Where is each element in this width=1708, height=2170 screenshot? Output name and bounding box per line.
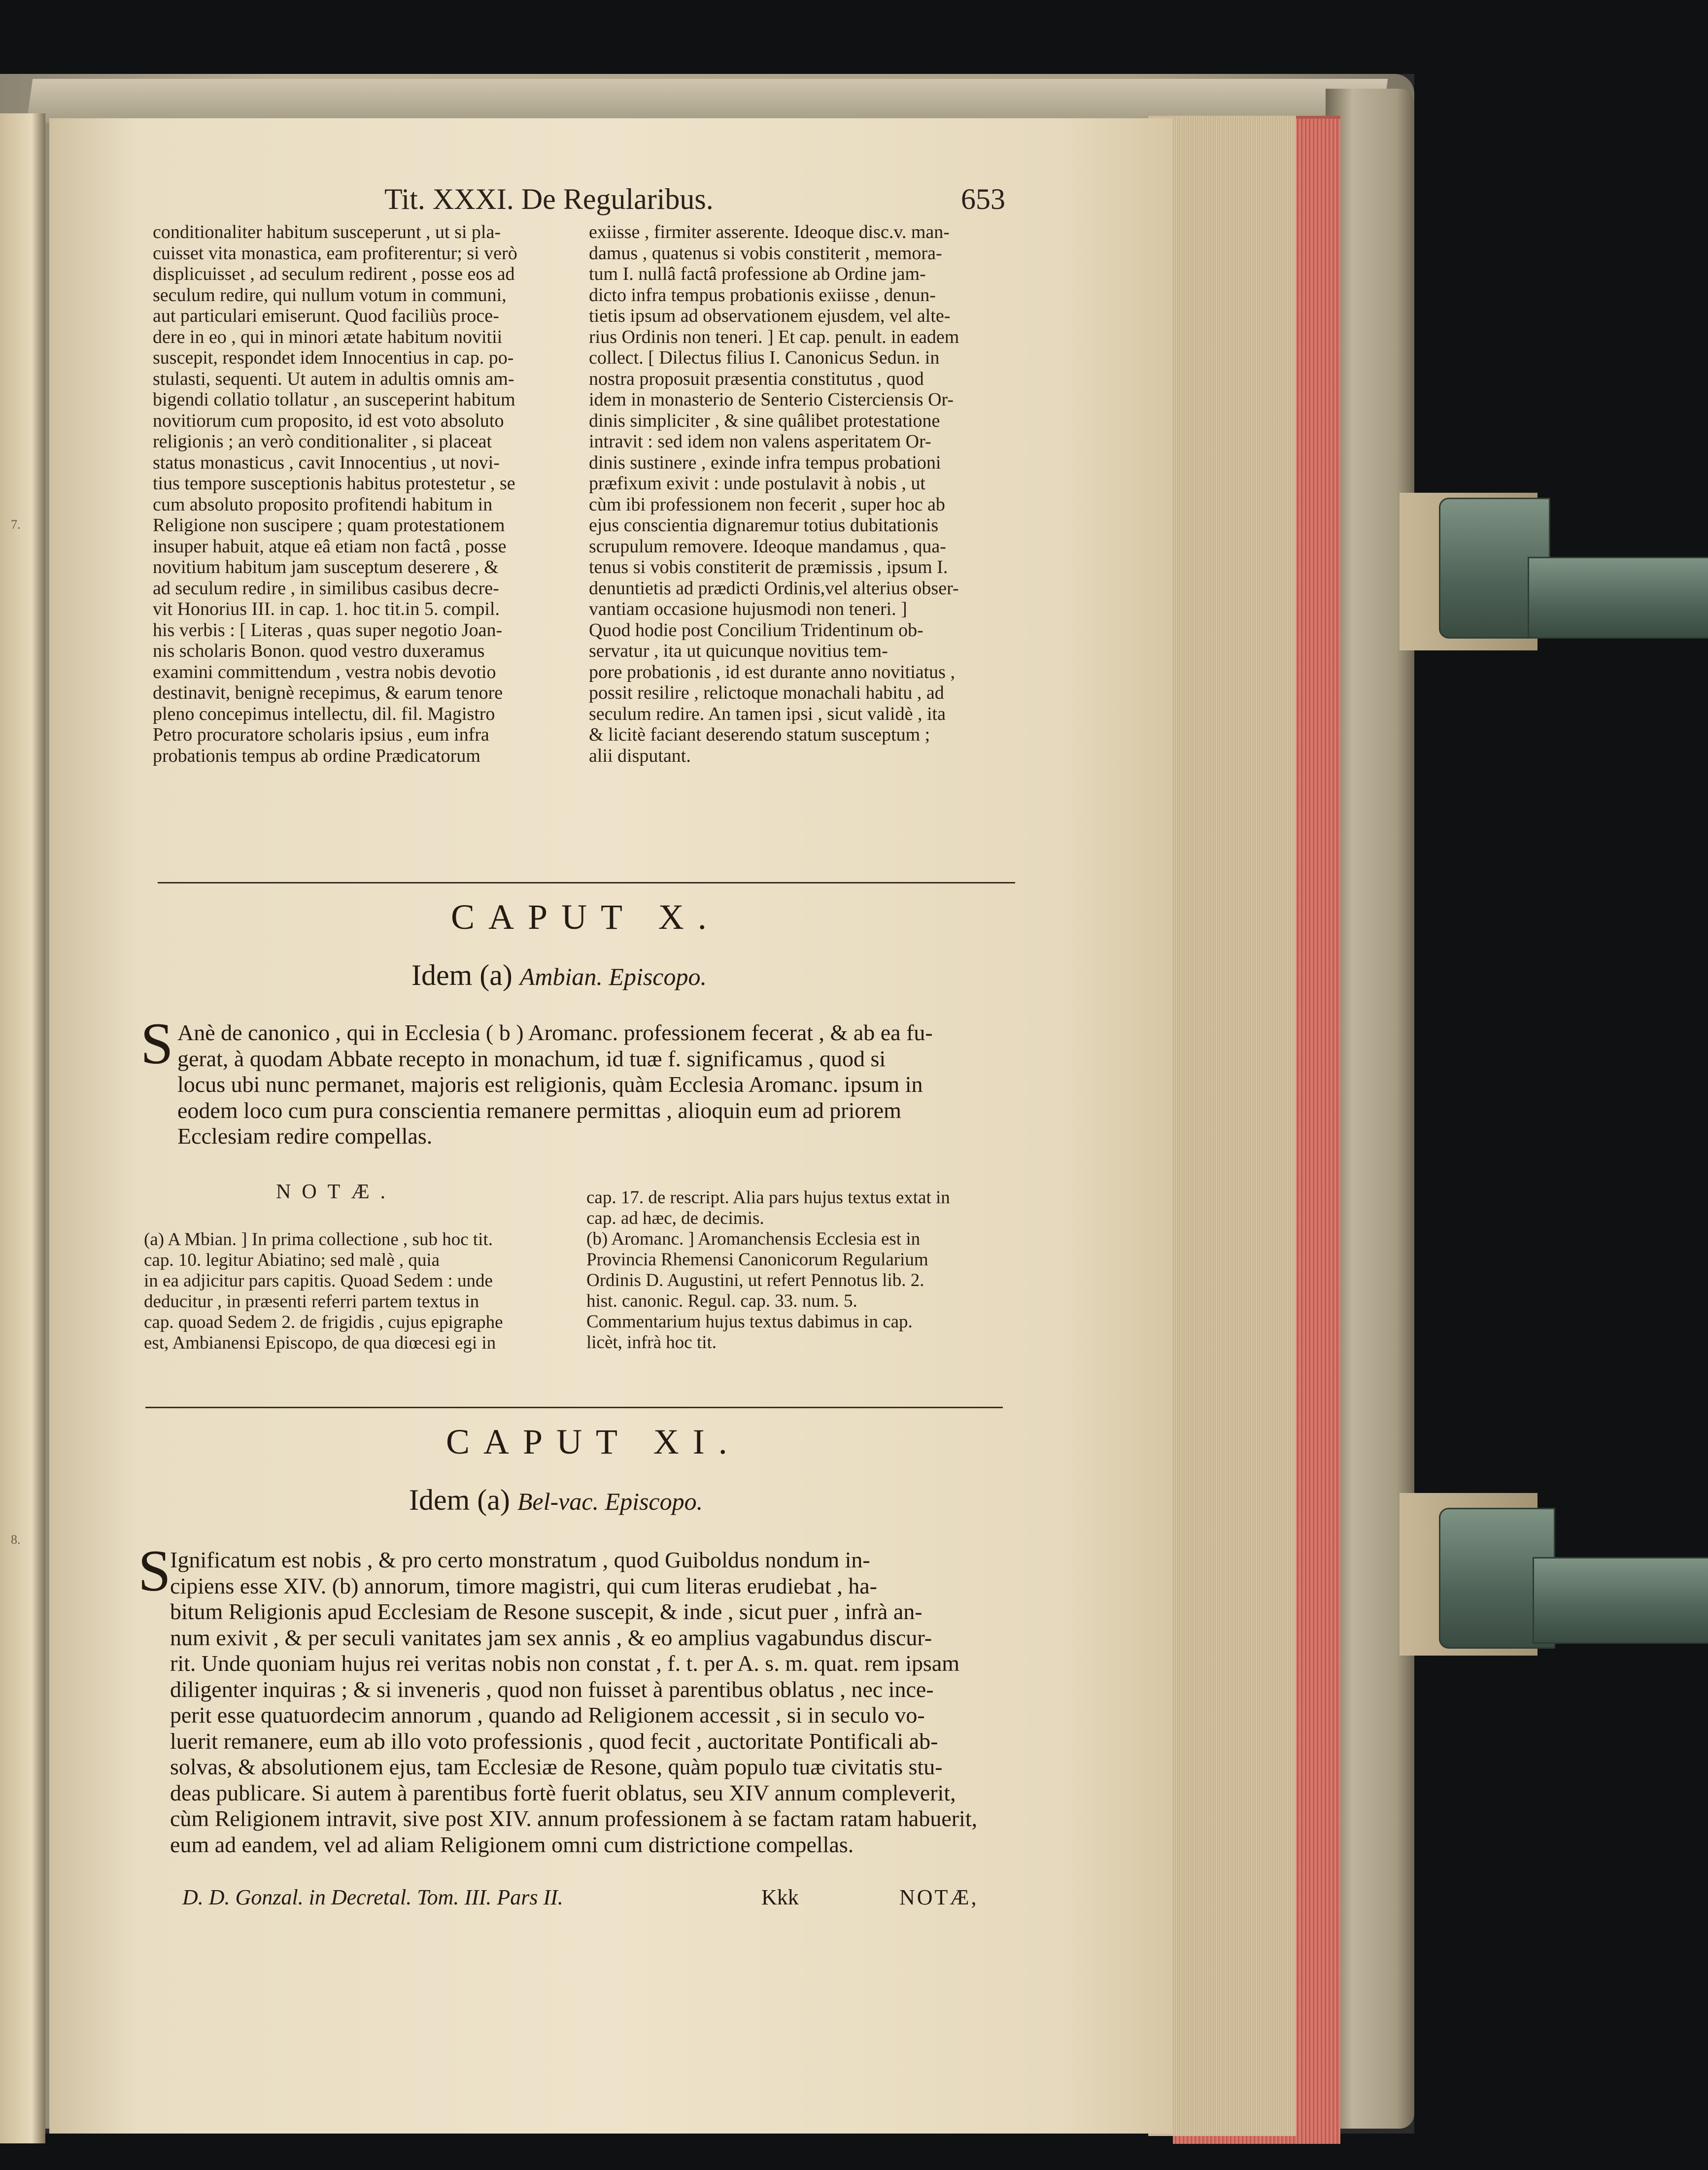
- text-line: pore probationis , id est durante anno novitiatus ,: [589, 661, 955, 682]
- text-line: cuisset vita monastica, eam profiterentur; si verò: [153, 242, 517, 264]
- text-line: eodem loco cum pura conscientia remanere permittas , alioquin eum ad priorem: [177, 1097, 901, 1123]
- section-rule: [145, 1407, 1003, 1408]
- text-line: Ordinis D. Augustini, ut refert Pennotus lib. 2.: [586, 1270, 924, 1290]
- text-line: exiisse , firmiter asserente. Ideoque disc.v. man-: [589, 222, 950, 242]
- text-line: nostra proposuit præsentia constitutus , quod: [589, 368, 924, 389]
- text-line: probationis tempus ab ordine Prædicatorum: [153, 745, 480, 766]
- text-line: Quod hodie post Concilium Tridentinum ob-: [589, 619, 923, 641]
- caput-x-notes-right: [586, 1187, 950, 1353]
- text-line: gerat, à quodam Abbate recepto in monachum, id tuæ f. significamus , quod si: [177, 1046, 886, 1071]
- text-line: vantiam occasione hujusmodi non teneri. ]: [589, 599, 907, 619]
- caput-x-text: [177, 1020, 933, 1150]
- text-line: cap. 10. legitur Abiatino; sed malè , quia: [144, 1250, 440, 1270]
- text-line: (b) Aromanc. ] Aromanchensis Ecclesia est in: [586, 1229, 921, 1249]
- folio-number: 653: [961, 183, 1005, 215]
- text-line: diligenter inquiras ; & si inveneris , quod non fuisset à parentibus oblatus , nec ince-: [170, 1676, 934, 1702]
- text-line: cùm ibi professionem non fecerit , super hoc ab: [589, 494, 945, 515]
- text-line: servatur , ita ut quicunque novitius tem-: [589, 641, 888, 661]
- text-line: deducitur , in præsenti referri partem textus in: [144, 1291, 479, 1312]
- text-line: denuntietis ad prædicti Ordinis,vel alterius obser-: [589, 577, 959, 599]
- text-line: tietis ipsum ad observationem ejusdem, vel alte-: [589, 305, 951, 326]
- text-line: ad seculum redire , in similibus casibus decre-: [153, 577, 499, 599]
- text-line: solvas, & absolutionem ejus, tam Ecclesiæ de Resone, quàm populo tuæ civitatis stu-: [170, 1754, 943, 1779]
- text-line: perit esse quatuordecim annorum , quando ad Religionem accessit , si in seculo vo-: [170, 1702, 925, 1728]
- signature-mark: Kkk: [761, 1885, 799, 1909]
- text-line: collect. [ Dilectus filius I. Canonicus Sedun. in: [589, 347, 940, 368]
- text-line: Petro procuratore scholaris ipsius , eum infra: [153, 724, 489, 745]
- text-line: stulasti, sequenti. Ut autem in adultis omnis am-: [153, 368, 514, 389]
- text-line: religionis ; an verò conditionaliter , si placeat: [153, 431, 492, 452]
- caput-x-subtitle: [411, 958, 707, 992]
- caput-x-dropcap: S: [140, 1011, 173, 1076]
- left-margin-mark: 7.: [11, 517, 21, 532]
- text-line: Commentarium hujus textus dabimus in cap.: [586, 1312, 913, 1332]
- clasp-strap-lower: [1533, 1557, 1708, 1644]
- text-line: conditionaliter habitum susceperunt , ut si pla-: [153, 222, 501, 242]
- text-line: displicuisset , ad seculum redirent , posse eos ad: [153, 264, 515, 284]
- text-line: rius Ordinis non teneri. ] Et cap. penult. in eadem: [589, 326, 959, 347]
- footer-citation: [182, 1885, 563, 1910]
- text-line: Anè de canonico , qui in Ecclesia ( b ) Aromanc. professionem fecerat , & ab ea fu-: [177, 1020, 933, 1045]
- text-line: tius tempore susceptionis habitus protestetur , se: [153, 473, 515, 494]
- text-line: dere in eo , qui in minori ætate habitum novitii: [153, 326, 503, 347]
- footer-left: D. D. Gonzal. in Decretal. Tom. III. Pars II.: [182, 1885, 563, 1909]
- text-line: examini committendum , vestra nobis devotio: [153, 661, 496, 682]
- catchword: NOTÆ,: [899, 1885, 979, 1909]
- text-line: cap. ad hæc, de decimis.: [586, 1208, 764, 1228]
- caput-xi-text: [170, 1547, 977, 1858]
- text-line: Provincia Rhemensi Canonicorum Regularium: [586, 1250, 928, 1270]
- text-line: suscepit, respondet idem Innocentius in cap. po-: [153, 347, 514, 368]
- text-line: Religione non suscipere ; quam protestationem: [153, 515, 505, 536]
- text-line: (a) A Mbian. ] In prima collectione , sub hoc tit.: [144, 1229, 493, 1250]
- text-line: & licitè faciant deserendo statum susceptum ;: [589, 724, 930, 745]
- text-line: dicto infra tempus probationis exiisse , denun-: [589, 284, 936, 305]
- text-line: præfixum exivit : unde postulavit à nobis , ut: [589, 473, 925, 494]
- text-line: luerit remanere, eum ab illo voto professionis , quod fecit , auctoritate Pontificali ab-: [170, 1728, 938, 1754]
- text-line: cum absoluto proposito profitendi habitum in: [153, 494, 493, 515]
- text-line: cap. 17. de rescript. Alia pars hujus textus extat in: [586, 1187, 950, 1208]
- text-line: ejus conscientia dignaremur totius dubitationis: [589, 515, 939, 536]
- text-line: rit. Unde quoniam hujus rei veritas nobis non constat , f. t. per A. s. m. quat. rem ipsam: [170, 1651, 960, 1676]
- text-line: destinavit, benignè recepimus, & earum tenore: [153, 682, 503, 703]
- text-line: Ecclesiam redire compellas.: [177, 1123, 433, 1149]
- right-column: [589, 222, 959, 766]
- left-column: [153, 222, 517, 766]
- text-line: deas publicare. Si autem à parentibus fortè fuerit oblatus, seu XIV annum compleverit,: [170, 1780, 956, 1805]
- text-line: seculum redire, qui nullum votum in communi,: [153, 284, 507, 305]
- clasp-strap-upper: [1528, 557, 1708, 639]
- caput-x-subtitle-prefix: Idem (a): [411, 959, 512, 991]
- text-line: dinis simpliciter , & sine quâlibet protestatione: [589, 410, 940, 431]
- caput-x-title: CAPUT X.: [451, 897, 720, 937]
- running-header: [384, 182, 1025, 216]
- caput-xi-subtitle: [409, 1483, 703, 1517]
- text-line: bitum Religionis apud Ecclesiam de Resone suscepit, & inde , sicut puer , infrà an-: [170, 1599, 922, 1624]
- text-line: pleno concepimus intellectu, dil. fil. Magistro: [153, 703, 495, 724]
- left-page-fragment: [0, 113, 45, 2143]
- text-line: status monasticus , cavit Innocentius , ut novi-: [153, 452, 500, 473]
- text-line: seculum redire. An tamen ipsi , sicut validè , ita: [589, 703, 946, 724]
- text-line: possit resilire , relictoque monachali habitu , ad: [589, 682, 944, 703]
- running-title: Tit. XXXI. De Regularibus.: [384, 183, 714, 215]
- text-line: hist. canonic. Regul. cap. 33. num. 5.: [586, 1291, 857, 1311]
- text-line: cap. quoad Sedem 2. de frigidis , cujus epigraphe: [144, 1312, 503, 1332]
- text-line: his verbis : [ Literas , quas super negotio Joan-: [153, 619, 503, 641]
- text-line: aut particulari emiserunt. Quod faciliùs proce-: [153, 305, 499, 326]
- text-line: idem in monasterio de Senterio Cisterciensis Or-: [589, 389, 954, 410]
- caput-x-notes-left: [144, 1229, 503, 1354]
- text-line: alii disputant.: [589, 745, 691, 766]
- text-line: tum I. nullâ factâ professione ab Ordine jam-: [589, 264, 926, 284]
- text-line: Ignificatum est nobis , & pro certo monstratum , quod Guiboldus nondum in-: [170, 1547, 870, 1572]
- text-line: intravit : sed idem non valens asperitatem Or-: [589, 431, 931, 452]
- text-line: tenus si vobis constiterit de præmissis , ipsum I.: [589, 557, 948, 577]
- text-line: licèt, infrà hoc tit.: [586, 1332, 717, 1353]
- text-line: est, Ambianensi Episcopo, de qua diœcesi egi in: [144, 1333, 496, 1353]
- caput-xi-subtitle-prefix: Idem (a): [409, 1484, 510, 1516]
- text-line: insuper habuit, atque eâ etiam non factâ , posse: [153, 536, 507, 557]
- left-margin-mark: 8.: [11, 1532, 21, 1547]
- caput-xi-subtitle-italic: Bel-vac. Episcopo.: [517, 1488, 703, 1515]
- caput-xi-title: CAPUT XI.: [446, 1422, 741, 1461]
- caput-x-subtitle-italic: Ambian. Episcopo.: [519, 963, 707, 990]
- text-line: cipiens esse XIV. (b) annorum, timore magistri, qui cum literas erudiebat , ha-: [170, 1573, 877, 1598]
- text-line: vit Honorius III. in cap. 1. hoc tit.in 5. compil.: [153, 599, 500, 619]
- text-line: num exivit , & per seculi vanitates jam sex annis , & eo amplius vagabundus discur-: [170, 1625, 932, 1650]
- text-line: in ea adjicitur pars capitis. Quoad Sedem : unde: [144, 1271, 493, 1291]
- text-line: scrupulum removere. Ideoque mandamus , qua-: [589, 536, 946, 557]
- text-line: novitiorum cum proposito, id est voto absoluto: [153, 410, 504, 431]
- text-line: bigendi collatio tollatur , an susceperint habitum: [153, 389, 515, 410]
- section-rule: [158, 882, 1015, 883]
- text-line: damus , quatenus si vobis constiterit , memora-: [589, 242, 942, 264]
- caput-x-notae-title: NOTÆ.: [276, 1181, 397, 1203]
- text-line: cùm Religionem intravit, sive post XIV. annum professionem à se factam ratam habuerit,: [170, 1806, 978, 1831]
- text-line: nis scholaris Bonon. quod vestro duxeramus: [153, 641, 485, 661]
- text-line: novitium habitum jam susceptum deserere , &: [153, 557, 499, 577]
- text-line: eum ad eandem, vel ad aliam Religionem omni cum districtione compellas.: [170, 1831, 854, 1857]
- text-line: dinis sustinere , exinde infra tempus probationi: [589, 452, 941, 473]
- caput-xi-dropcap: S: [138, 1538, 171, 1603]
- text-line: locus ubi nunc permanet, majoris est religionis, quàm Ecclesia Aromanc. ipsum in: [177, 1072, 923, 1097]
